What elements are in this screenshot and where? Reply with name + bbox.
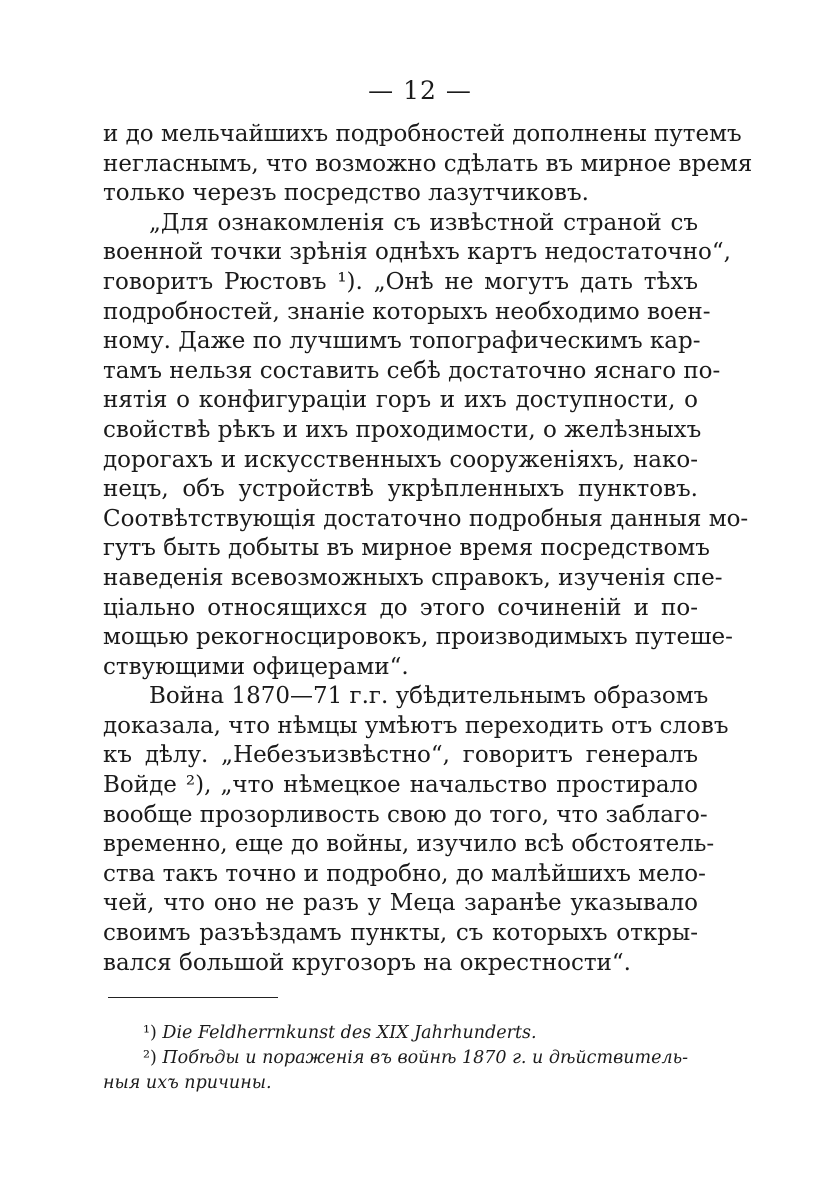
footnote-2-mark: ²) xyxy=(143,1048,157,1068)
text-line: дорогахъ и искусственныхъ сооруженіяхъ, нако- xyxy=(103,446,698,473)
text-line: свойствѣ рѣкъ и ихъ проходимости, о желѣзныхъ xyxy=(103,416,702,443)
text-line: ному. Даже по лучшимъ топографическимъ кар- xyxy=(103,328,701,355)
text-line: и до мельчайшихъ подробностей дополнены путемъ xyxy=(103,121,742,147)
text-line: наведенія всевозможныхъ справокъ, изученія спе- xyxy=(103,564,723,591)
text-line: военной точки зрѣнія однѣхъ картъ недостаточно“, xyxy=(103,239,731,266)
text-line: ціально относящихся до этого сочиненій и по- xyxy=(103,594,698,621)
text-line: ствующими офицерами“. xyxy=(103,653,409,680)
text-line: только черезъ посредство лазутчиковъ. xyxy=(103,180,589,207)
footnote-1-mark: ¹) xyxy=(143,1023,157,1043)
text-line: временно, еще до войны, изучило всѣ обстоятель- xyxy=(103,831,715,858)
text-line: мощью рекогносцировокъ, производимыхъ путеше- xyxy=(103,624,733,651)
text-line: своимъ разъѣздамъ пункты, съ которыхъ откры- xyxy=(103,920,698,947)
footnotes xyxy=(103,1021,703,1096)
text-line: тамъ нельзя составить себѣ достаточно яснаго по- xyxy=(103,357,721,384)
page-number: — 12 — xyxy=(368,76,472,105)
footnote-1 xyxy=(103,1021,703,1046)
text-line: нецъ, объ устройствѣ укрѣпленныхъ пунктовъ. xyxy=(103,476,698,503)
footnote-1-text: Die Feldherrnkunst des XIX Jahrhunderts. xyxy=(162,1023,537,1043)
text-line: гутъ быть добыты въ мирное время посредствомъ xyxy=(103,535,710,562)
text-line: Войде ²), „что нѣмецкое начальство простирало xyxy=(103,772,698,799)
text-line: негласнымъ, что возможно сдѣлать въ мирное время xyxy=(103,150,753,177)
text-line: ства такъ точно и подробно, до малѣйшихъ мело- xyxy=(103,860,706,887)
text-line: говоритъ Рюстовъ ¹). „Онѣ не могутъ дать тѣхъ xyxy=(103,268,698,295)
text-line: Соотвѣтствующія достаточно подробныя данныя мо- xyxy=(103,505,749,532)
footnote-2-text: Побѣды и пораженія въ войнѣ 1870 г. и дѣйствитель- xyxy=(162,1048,689,1068)
text-line: къ дѣлу. „Небезъизвѣстно“, говоритъ генералъ xyxy=(103,742,698,769)
text-line: Война 1870—71 г.г. убѣдительнымъ образомъ xyxy=(149,683,709,710)
text-line: вался большой кругозоръ на окрестности“. xyxy=(103,949,631,976)
footnote-2 xyxy=(103,1046,703,1071)
footnote-separator xyxy=(108,997,278,998)
text-line: чей, что оно не разъ у Меца заранѣе указывало xyxy=(103,890,698,917)
footnote-2-continuation: ныя ихъ причины. xyxy=(103,1073,272,1093)
text-line: „Для ознакомленія съ извѣстной страной съ xyxy=(149,209,698,236)
body-text xyxy=(103,120,753,978)
text-line: вообще прозорливость свою до того, что заблаго- xyxy=(103,801,708,828)
text-line: подробностей, знаніе которыхъ необходимо воен- xyxy=(103,298,711,325)
text-line: нятія о конфигураціи горъ и ихъ доступности, о xyxy=(103,387,698,414)
text-line: доказала, что нѣмцы умѣютъ переходить отъ словъ xyxy=(103,712,729,739)
